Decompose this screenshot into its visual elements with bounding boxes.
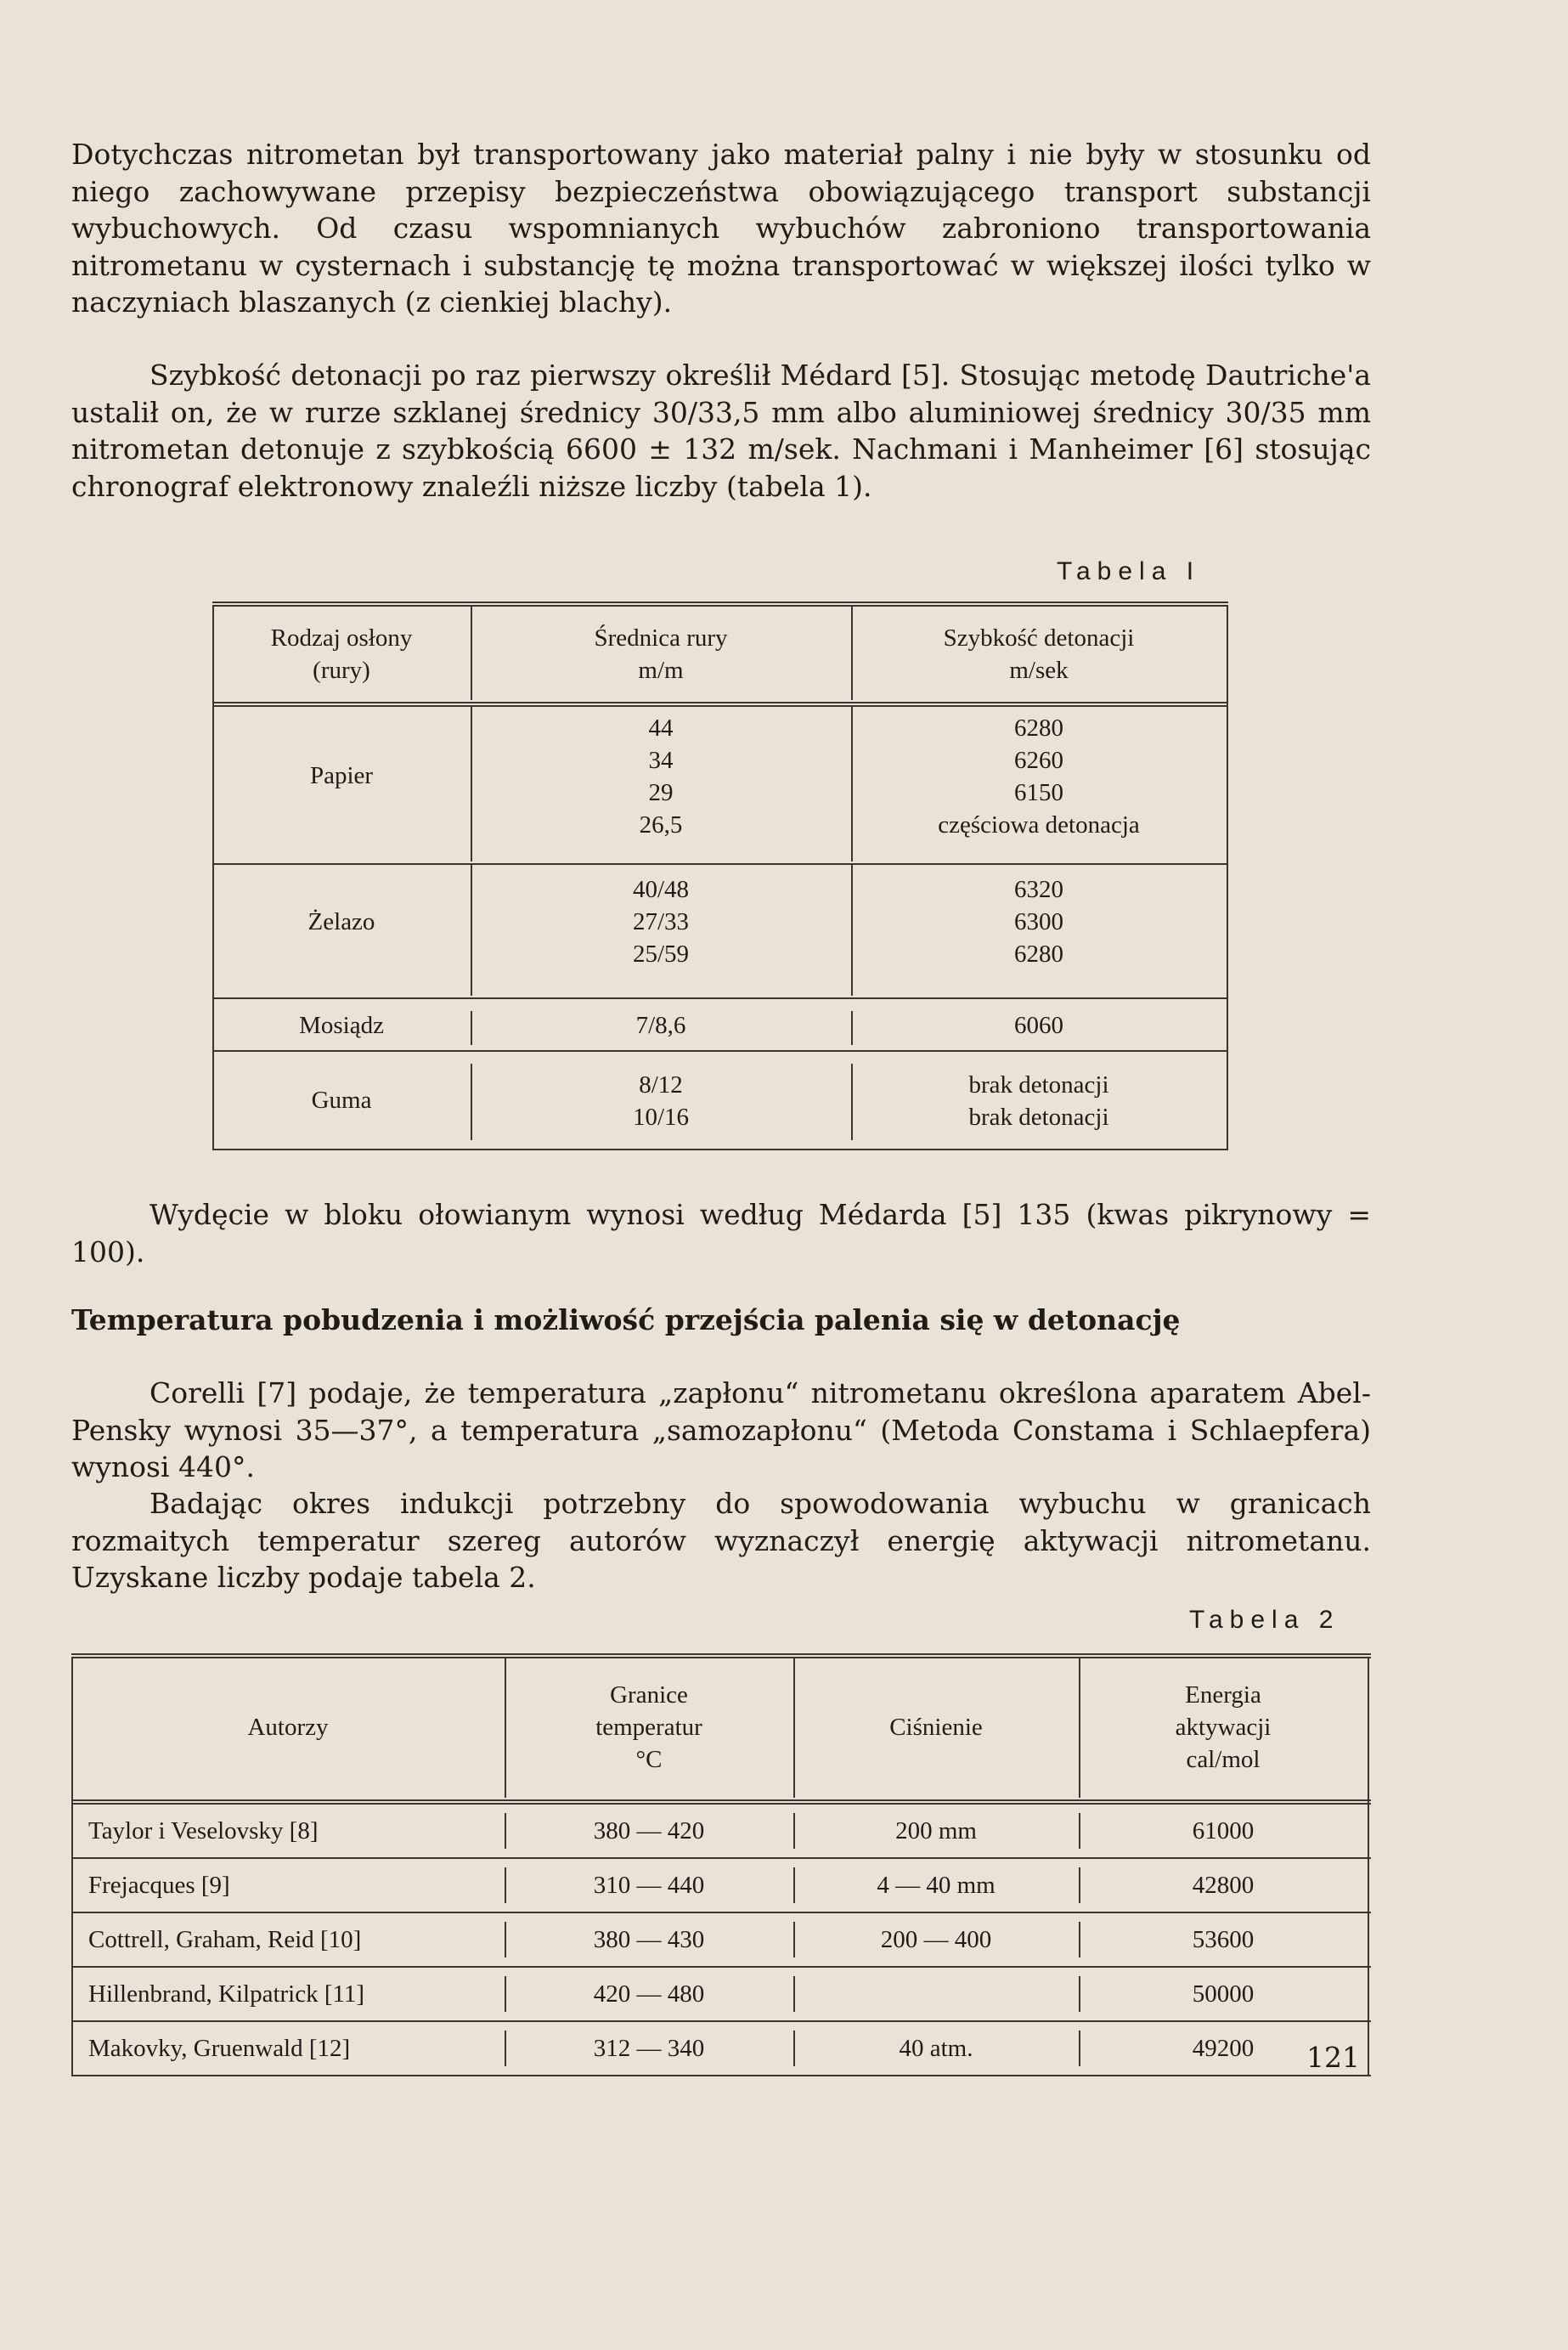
t2-energy: 61000: [1192, 1817, 1255, 1844]
t1-diameter: 7/8,6: [635, 1012, 686, 1039]
t2-pressure: 200 — 400: [880, 1926, 992, 1953]
t2-energy: 50000: [1192, 1980, 1255, 2008]
t2-energy: 42800: [1192, 1872, 1255, 1899]
table-2: [71, 1653, 1371, 2078]
t1-diameters: 44 34 29 26,5: [639, 715, 683, 839]
t2-author: Frejacques [9]: [88, 1872, 230, 1899]
t1-material: Papier: [309, 762, 374, 789]
paragraph-lead-block: Wydęcie w bloku ołowianym wynosi według Médarda [5] 135 (kwas pikrynowy = 100).: [71, 1198, 1371, 1268]
t1-speeds: brak detonacji brak detonacji: [968, 1071, 1109, 1131]
t2-header-energy: Energia aktywacji cal/mol: [1175, 1681, 1272, 1773]
t2-temp: 420 — 480: [593, 1980, 705, 2008]
t2-energy: 53600: [1192, 1926, 1255, 1953]
t2-energy: 49200: [1192, 2035, 1255, 2062]
paragraph-activation: Badając okres indukcji potrzebny do spowodowania wybuchu w granicach rozmaitych temperatur szereg autorów wyznaczył energię aktywacji nitrometanu. Uzyskane liczby podaje tabela 2.: [71, 1487, 1371, 1594]
table-1: [212, 602, 1228, 1150]
table2-label: Tabela 2: [1189, 1606, 1340, 1634]
t1-header-casing: Rodzaj osłony (rury): [270, 624, 413, 684]
t2-header-authors: Autorzy: [247, 1714, 329, 1741]
section-heading: Temperatura pobudzenia i możliwość przejścia palenia się w detonację: [71, 1303, 1181, 1336]
t2-temp: 312 — 340: [593, 2035, 705, 2062]
t1-diameters: 8/12 10/16: [632, 1071, 690, 1131]
t1-material: Żelazo: [307, 908, 375, 935]
t2-temp: 380 — 430: [593, 1926, 705, 1953]
t2-temp: 310 — 440: [593, 1872, 705, 1899]
t1-speeds: 6280 6260 6150 częściowa detonacja: [938, 715, 1140, 839]
t2-pressure: 40 atm.: [899, 2035, 973, 2062]
t2-author: Makovky, Gruenwald [12]: [88, 2035, 351, 2062]
table1-label: Tabela I: [1057, 557, 1201, 585]
t2-header-temperature: Granice temperatur °C: [595, 1681, 702, 1773]
t1-header-speed: Szybkość detonacji m/sek: [943, 624, 1135, 684]
t1-material: Mosiądz: [299, 1012, 384, 1039]
t1-header-diameter: Średnica rury m/m: [594, 624, 728, 684]
page-number: 121: [1306, 2041, 1360, 2074]
t2-header-pressure: Ciśnienie: [889, 1714, 983, 1741]
t1-speed: 6060: [1014, 1012, 1063, 1039]
t2-pressure: 4 — 40 mm: [877, 1872, 996, 1899]
t1-diameters: 40/48 27/33 25/59: [632, 876, 690, 968]
t2-author: Taylor i Veselovsky [8]: [88, 1817, 319, 1844]
paragraph-detonation-speed: Szybkość detonacji po raz pierwszy określił Médard [5]. Stosując metodę Dautriche'a ustalił on, że w rurze szklanej średnicy 30/33,5 mm albo aluminiowej średnicy 30/35 mm nitrometan detonuje z szybkością 6600 ± 132 m/sek. Nachmani i Manheimer [6] stosując chronograf elektronowy znaleźli niższe liczby (tabela 1).: [71, 359, 1371, 503]
t2-temp: 380 — 420: [593, 1817, 705, 1844]
t2-pressure: 200 mm: [895, 1817, 977, 1844]
t2-author: Cottrell, Graham, Reid [10]: [88, 1926, 362, 1953]
t1-speeds: 6320 6300 6280: [1014, 876, 1063, 968]
paragraph-ignition: Corelli [7] podaje, że temperatura „zapłonu“ nitrometanu określona aparatem Abel-Pensky wynosi 35—37°, a temperatura „samozapłonu“ (Metoda Constama i Schlaepfera) wynosi 440°.: [71, 1376, 1371, 1483]
paragraph-transport: Dotychczas nitrometan był transportowany jako materiał palny i nie były w stosunku od niego zachowywane przepisy bezpieczeństwa obowiązującego transport substancji wybuchowych. Od czasu wspomnianych wybuchów zabroniono transportowania nitrometanu w cysternach i substancję tę można transportować w większej ilości tylko w naczyniach blaszanych (z cienkiej blachy).: [71, 138, 1371, 319]
t1-material: Guma: [311, 1087, 372, 1114]
t2-author: Hillenbrand, Kilpatrick [11]: [88, 1980, 365, 2008]
